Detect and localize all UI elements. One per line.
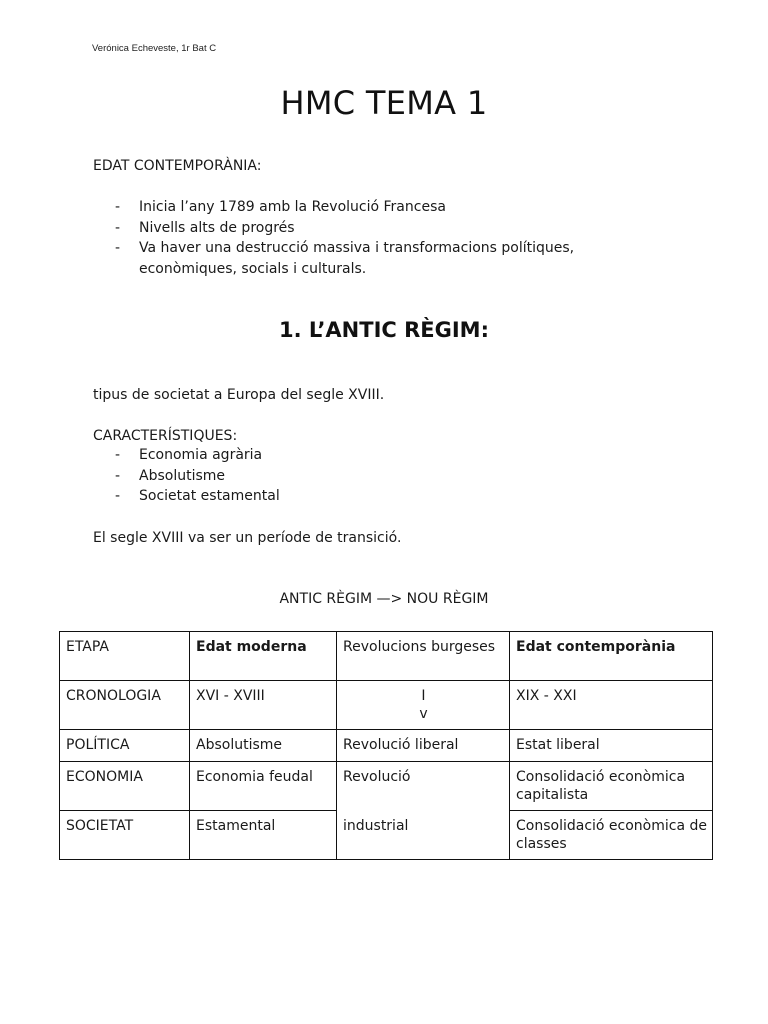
table-row xyxy=(60,681,713,730)
table-cell: Estamental xyxy=(190,811,337,860)
table-cell: XIX - XXI xyxy=(510,681,713,730)
transition-note: El segle XVIII va ser un període de transició. xyxy=(93,530,402,546)
characteristics-heading: CARACTERÍSTIQUES: xyxy=(93,428,238,444)
arrow-shaft: I xyxy=(421,688,426,704)
table-cell: Consolidació econòmica capitalista xyxy=(510,762,713,811)
table-cell: Absolutisme xyxy=(190,730,337,762)
author-line: Verónica Echeveste, 1r Bat C xyxy=(92,43,217,54)
table-cell: Consolidació econòmica de classes xyxy=(510,811,713,860)
table-cell: CRONOLOGIA xyxy=(60,681,190,730)
table-cell: SOCIETAT xyxy=(60,811,190,860)
list-item: - Economia agrària xyxy=(115,445,655,466)
table-cell: Edat moderna xyxy=(190,632,337,681)
list-item: - Inicia l’any 1789 amb la Revolució Francesa xyxy=(115,197,655,218)
intro-heading: EDAT CONTEMPORÀNIA: xyxy=(93,158,262,174)
table-caption: ANTIC RÈGIM —> NOU RÈGIM xyxy=(279,591,489,607)
list-item: - Va haver una destrucció massiva i transformacions polítiques, econòmiques, socials i culturals. xyxy=(115,238,655,279)
table-cell: industrial xyxy=(337,811,510,860)
table-cell: ETAPA xyxy=(60,632,190,681)
table-cell: Revolucions burgeses xyxy=(337,632,510,681)
intro-bullet-list xyxy=(115,197,655,279)
arrow-head-glyph: v xyxy=(419,706,428,722)
table-row xyxy=(60,632,713,681)
table-cell: Edat contemporània xyxy=(510,632,713,681)
table-cell: Economia feudal xyxy=(190,762,337,811)
table-cell: Estat liberal xyxy=(510,730,713,762)
characteristics-list xyxy=(115,445,655,507)
regime-comparison-table xyxy=(59,631,713,860)
list-item: - Nivells alts de progrés xyxy=(115,218,655,239)
table-cell-arrow xyxy=(337,681,510,730)
table-cell: ECONOMIA xyxy=(60,762,190,811)
section-heading: 1. L’ANTIC RÈGIM: xyxy=(279,318,489,342)
section-definition: tipus de societat a Europa del segle XVIII. xyxy=(93,387,385,403)
table-row xyxy=(60,811,713,860)
table-row xyxy=(60,730,713,762)
table-cell: XVI - XVIII xyxy=(190,681,337,730)
list-item: - Absolutisme xyxy=(115,466,655,487)
list-item: - Societat estamental xyxy=(115,486,655,507)
document-title: HMC TEMA 1 xyxy=(280,84,488,122)
table-cell: Revolució xyxy=(337,762,510,811)
table-cell: POLÍTICA xyxy=(60,730,190,762)
table-cell: Revolució liberal xyxy=(337,730,510,762)
table-row xyxy=(60,762,713,811)
